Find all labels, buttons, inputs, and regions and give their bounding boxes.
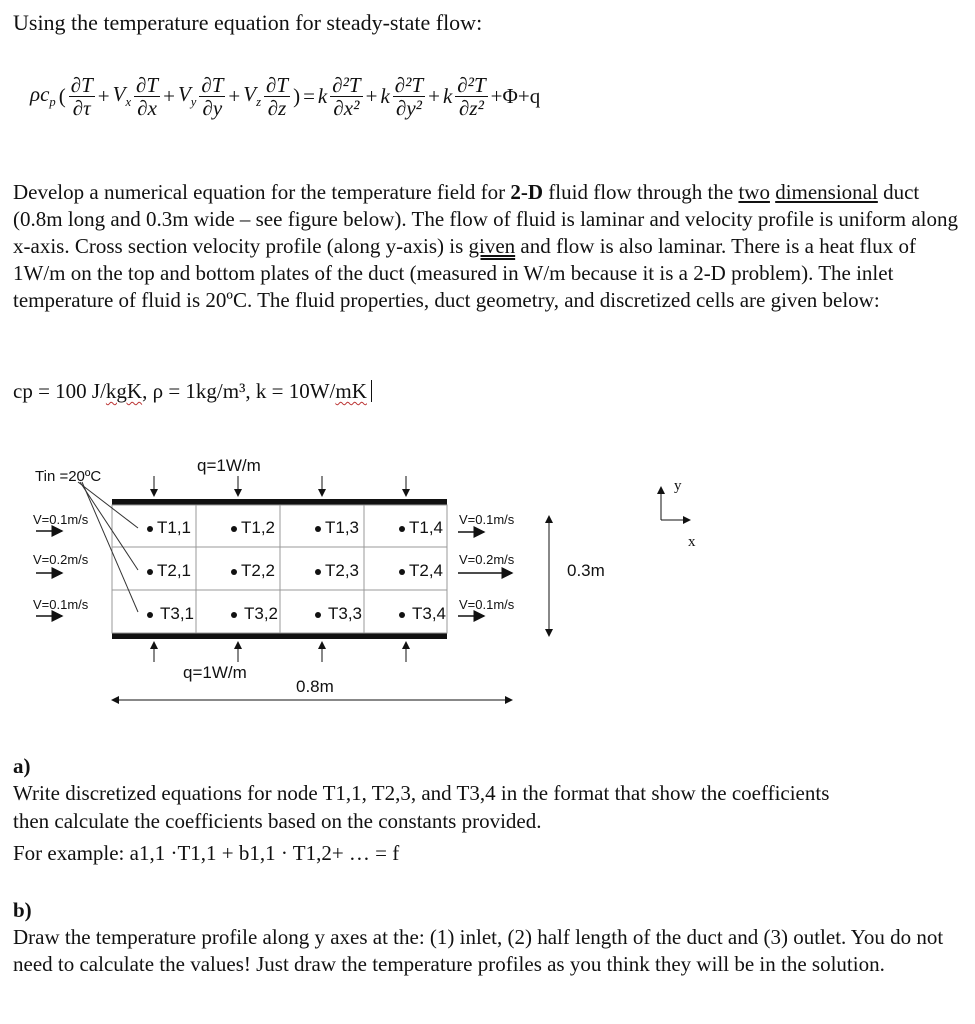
v-left-1: V=0.1m/s — [33, 512, 89, 527]
axis-y-label: y — [674, 478, 682, 494]
dT-dz: $\frac{\partial T}{\partial z}$ — [266, 73, 289, 120]
dT-dtau: $\frac{\partial T}{\partial\tau}$ — [70, 73, 93, 120]
node-label: T1,1 — [157, 518, 192, 537]
vx: $V_x$ — [112, 82, 132, 110]
tin-label: Tin =20ºC — [35, 468, 102, 485]
d2T-dz2: $\frac{\text{∂²T}}{\text{∂z²}}$ — [457, 73, 486, 120]
k-2: k — [380, 84, 390, 108]
node-label: T3,4 — [412, 604, 447, 623]
part-b-label: b) — [13, 898, 32, 922]
v-right-3: V=0.1m/s — [459, 597, 515, 612]
v-right-2: V=0.2m/s — [459, 552, 515, 567]
rho-cp: $\rho c_p$ — [30, 82, 56, 110]
node-label: T1,3 — [325, 518, 360, 537]
v-left-2: V=0.2m/s — [33, 552, 89, 567]
k-3: k — [442, 84, 453, 108]
text-cursor — [371, 380, 373, 402]
part-b-text: Draw the temperature profile along y axes at the: (1) inlet, (2) half length of the duct and (3) outlet. You do not need to calculate the values! Just draw the temperature profiles as you think they will be in the solution. — [13, 925, 944, 976]
top-plate — [112, 499, 447, 505]
heading: Using the temperature equation for steady-state flow: — [13, 10, 483, 35]
node-label: T2,1 — [157, 561, 192, 580]
bottom-plate — [112, 633, 447, 639]
vz: $V_z$ — [243, 82, 261, 110]
vy: $V_y$ — [177, 82, 197, 110]
dT-dy: $\frac{\partial T}{\partial y}$ — [201, 73, 224, 120]
node-label: T3,1 — [160, 604, 195, 623]
d2T-dy2: $\frac{\text{∂²T}}{\text{∂y²}}$ — [394, 73, 424, 120]
node-label: T1,2 — [241, 518, 276, 537]
part-a-label: a) — [13, 754, 31, 778]
v-right-1: V=0.1m/s — [459, 512, 515, 527]
part-a-line1: Write discretized equations for node T1,1, T2,3, and T3,4 in the format that show the coefficients — [13, 781, 830, 805]
duct-figure — [0, 440, 975, 720]
v-left-3: V=0.1m/s — [33, 597, 89, 612]
width-label: 0.3m — [567, 561, 605, 580]
q-bottom-label: q=1W/m — [183, 663, 247, 682]
part-a-line2: then calculate the coefficients based on the constants provided. — [13, 809, 542, 833]
k-1: k — [317, 84, 328, 108]
equation-tail: +Φ+q — [490, 84, 541, 108]
node-label: T1,4 — [409, 518, 444, 537]
node-label: T3,3 — [328, 604, 363, 623]
dT-dx: $\frac{\partial T}{\partial x}$ — [136, 73, 159, 120]
problem-statement: Develop a numerical equation for the temperature field for 2-D fluid flow through the two dimensional duct (0.8m long and 0.3m wide – see figure below). The flow of fluid is laminar and velocity profile is uniform along x-axis. Cross section velocity profile (along y-axis) is given and flow is also laminar. There is a heat flux of 1W/m on the top and bottom plates of the duct (measured in W/m because it is a 2-D problem). The inlet temperature of fluid is 20ºC. The fluid properties, duct geometry, and discretized cells are given below: — [13, 180, 958, 312]
tin-leader-2 — [80, 482, 138, 570]
node-label: T2,4 — [409, 561, 444, 580]
length-label: 0.8m — [296, 677, 334, 696]
node-label: T2,2 — [241, 561, 276, 580]
part-a-example: For example: a1,1 ·T1,1 + b1,1 · T1,2+ … = f — [13, 841, 400, 865]
node-label: T2,3 — [325, 561, 360, 580]
fluid-properties: cp = 100 J/kgK, ρ = 1kg/m³, k = 10W/mK — [13, 378, 372, 405]
energy-equation: $\rho c_p$ ( $\frac{\partial T}{\partial\tau}$ + $V_x$ $\frac{\partial T}{\partial x}$ + $V_y$ $\frac{\partial T}{\partial y}$ + $V_z$ $\frac{\partial T}{\partial z}$ ) = k $\frac{\text{∂²T}}{\text{∂x²}}$ + k $\frac{\text{∂²T}}{\text{∂y²}}$ + k $\frac{\text{∂²T}}{\text{∂z²}}$ +Φ+q — [30, 73, 541, 120]
node-label: T3,2 — [244, 604, 279, 623]
d2T-dx2: $\frac{\text{∂²T}}{\text{∂x²}}$ — [332, 73, 361, 120]
axis-x-label: x — [688, 534, 696, 550]
q-top-label: q=1W/m — [197, 456, 261, 475]
